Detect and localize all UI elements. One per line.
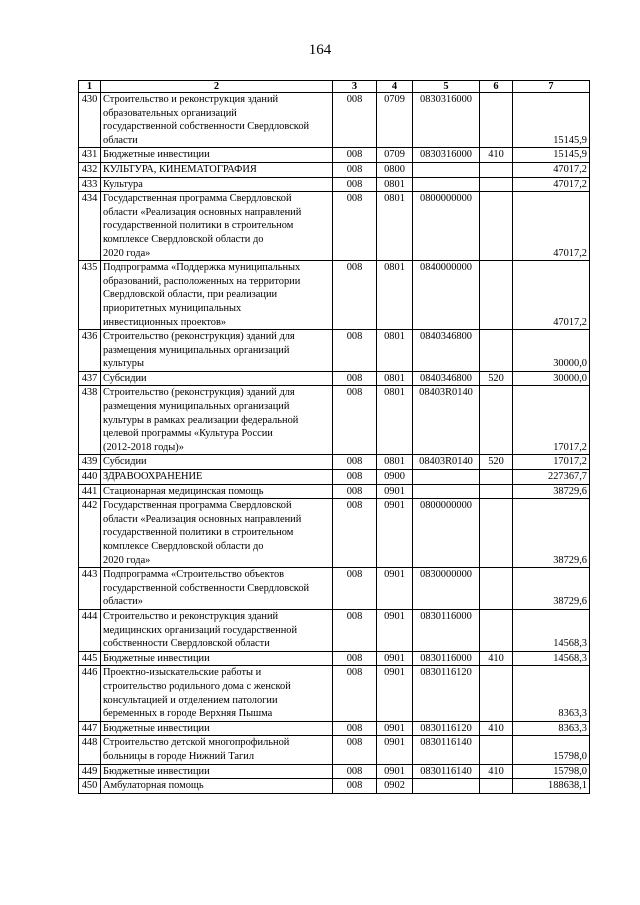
row-name-line: 2020 года»	[103, 247, 151, 259]
row-code-5: 0840000000	[413, 261, 480, 330]
row-amount: 8363,3	[513, 721, 590, 736]
row-number: 450	[79, 779, 101, 794]
row-name-line: Подпрограмма «Поддержка муниципальных	[103, 262, 301, 274]
row-code-4: 0901	[377, 666, 413, 721]
row-number: 442	[79, 499, 101, 568]
row-code-3: 008	[333, 470, 377, 485]
row-code-5: 0830116120	[413, 666, 480, 721]
row-code-4: 0801	[377, 261, 413, 330]
table-row	[79, 330, 590, 372]
row-number: 447	[79, 721, 101, 736]
row-code-3: 008	[333, 192, 377, 261]
row-code-3: 008	[333, 651, 377, 666]
row-name-line: КУЛЬТУРА, КИНЕМАТОГРАФИЯ	[103, 163, 257, 175]
row-name	[101, 93, 333, 148]
row-name-line: больницы в городе Нижний Тагил	[103, 750, 255, 762]
row-name	[101, 484, 333, 499]
row-amount: 8363,3	[513, 666, 590, 721]
row-number: 431	[79, 148, 101, 163]
row-code-3: 008	[333, 779, 377, 794]
table-header-row	[79, 81, 590, 93]
row-number: 449	[79, 764, 101, 779]
row-amount: 17017,2	[513, 455, 590, 470]
row-name	[101, 261, 333, 330]
row-name-line: Подпрограмма «Строительство объектов	[103, 569, 285, 581]
row-number: 437	[79, 371, 101, 386]
row-code-6	[480, 568, 513, 610]
row-name-line: государственной политики в строительном	[103, 527, 294, 539]
row-code-4: 0901	[377, 499, 413, 568]
row-code-4: 0901	[377, 484, 413, 499]
row-amount: 38729,6	[513, 568, 590, 610]
table-row	[79, 764, 590, 779]
row-code-6: 410	[480, 651, 513, 666]
row-code-3: 008	[333, 371, 377, 386]
row-code-6	[480, 484, 513, 499]
header-col-1: 1	[79, 81, 101, 93]
table-row	[79, 736, 590, 764]
row-amount: 14568,3	[513, 609, 590, 651]
row-code-6	[480, 261, 513, 330]
row-number: 435	[79, 261, 101, 330]
row-number: 445	[79, 651, 101, 666]
row-code-5	[413, 484, 480, 499]
row-name-line: государственной собственности Свердловской	[103, 121, 310, 133]
row-name-line: культуры в рамках реализации федеральной	[103, 414, 299, 426]
row-name-line: беременных в городе Верхняя Пышма	[103, 708, 273, 720]
row-code-4: 0709	[377, 148, 413, 163]
row-number: 444	[79, 609, 101, 651]
row-code-3: 008	[333, 721, 377, 736]
row-code-5	[413, 470, 480, 485]
row-number: 441	[79, 484, 101, 499]
header-col-5: 5	[413, 81, 480, 93]
row-number: 440	[79, 470, 101, 485]
row-name-line: размещения муниципальных организаций	[103, 401, 290, 413]
row-code-4: 0901	[377, 721, 413, 736]
table-row	[79, 651, 590, 666]
row-number: 438	[79, 386, 101, 455]
row-code-5: 0830000000	[413, 568, 480, 610]
row-code-5: 0840346800	[413, 330, 480, 372]
table-row	[79, 162, 590, 177]
row-number: 433	[79, 177, 101, 192]
row-code-6	[480, 192, 513, 261]
row-name	[101, 609, 333, 651]
row-amount: 30000,0	[513, 330, 590, 372]
row-name	[101, 666, 333, 721]
row-code-5: 0830116140	[413, 764, 480, 779]
table-row	[79, 371, 590, 386]
row-amount: 47017,2	[513, 261, 590, 330]
row-code-3: 008	[333, 609, 377, 651]
row-name-line: ЗДРАВООХРАНЕНИЕ	[103, 471, 203, 483]
row-code-5: 0830116000	[413, 651, 480, 666]
row-name-line: комплексе Свердловской области до	[103, 233, 264, 245]
row-name-line: Строительство (реконструкция) зданий для	[103, 331, 295, 343]
row-name	[101, 330, 333, 372]
row-code-5	[413, 162, 480, 177]
header-col-4: 4	[377, 81, 413, 93]
row-number: 446	[79, 666, 101, 721]
row-code-3: 008	[333, 386, 377, 455]
row-name	[101, 779, 333, 794]
row-code-4: 0901	[377, 764, 413, 779]
row-code-5: 08403R0140	[413, 455, 480, 470]
row-code-6: 410	[480, 764, 513, 779]
row-code-5: 0830116120	[413, 721, 480, 736]
row-name-line: государственной собственности Свердловской	[103, 582, 310, 594]
row-name-line: Культура	[103, 178, 143, 190]
table-row	[79, 470, 590, 485]
row-amount: 14568,3	[513, 651, 590, 666]
row-name-line: области»	[103, 596, 143, 608]
table-row	[79, 386, 590, 455]
row-amount: 15145,9	[513, 148, 590, 163]
row-name-line: 2020 года»	[103, 554, 151, 566]
row-number: 434	[79, 192, 101, 261]
table-row	[79, 779, 590, 794]
row-number: 448	[79, 736, 101, 764]
row-code-6: 520	[480, 371, 513, 386]
row-code-4: 0801	[377, 455, 413, 470]
table-row	[79, 568, 590, 610]
row-code-6	[480, 609, 513, 651]
row-code-5: 0830316000	[413, 93, 480, 148]
row-number: 439	[79, 455, 101, 470]
row-code-4: 0901	[377, 609, 413, 651]
row-code-6	[480, 386, 513, 455]
row-code-4: 0901	[377, 568, 413, 610]
row-code-5: 0830116140	[413, 736, 480, 764]
row-name-line: Стационарная медицинская помощь	[103, 485, 264, 497]
row-name-line: комплексе Свердловской области до	[103, 541, 264, 552]
row-code-6: 520	[480, 455, 513, 470]
row-code-6	[480, 93, 513, 148]
row-amount: 47017,2	[513, 162, 590, 177]
table-row	[79, 455, 590, 470]
row-name	[101, 568, 333, 610]
row-name	[101, 192, 333, 261]
row-name-line: образовательных организаций	[103, 107, 237, 119]
row-code-5	[413, 779, 480, 794]
row-name	[101, 148, 333, 163]
row-name	[101, 177, 333, 192]
row-code-3: 008	[333, 499, 377, 568]
row-name-line: Строительство (реконструкция) зданий для	[103, 387, 295, 399]
row-name-line: Государственная программа Свердловской	[103, 193, 292, 205]
row-name	[101, 470, 333, 485]
row-name	[101, 764, 333, 779]
row-name-line: Проектно-изыскательские работы и	[103, 667, 262, 679]
row-code-3: 008	[333, 736, 377, 764]
table-row	[79, 484, 590, 499]
row-name-line: размещения муниципальных организаций	[103, 344, 290, 356]
row-code-3: 008	[333, 568, 377, 610]
row-name-line: Свердловской области, при реализации	[103, 289, 278, 301]
row-code-3: 008	[333, 148, 377, 163]
row-code-5	[413, 177, 480, 192]
row-name	[101, 162, 333, 177]
header-col-6: 6	[480, 81, 513, 93]
row-name-line: Бюджетные инвестиции	[103, 652, 210, 664]
row-code-4: 0900	[377, 470, 413, 485]
budget-table	[78, 80, 590, 794]
row-code-4: 0801	[377, 386, 413, 455]
row-name-line: образований, расположенных на территории	[103, 275, 301, 287]
row-name-line: области	[103, 134, 138, 146]
row-name-line: строительство родильного дома с женской	[103, 680, 291, 692]
page-number: 164	[308, 42, 332, 58]
row-code-6: 410	[480, 148, 513, 163]
header-col-2: 2	[101, 81, 333, 93]
table-row	[79, 609, 590, 651]
header-col-3: 3	[333, 81, 377, 93]
row-amount: 17017,2	[513, 386, 590, 455]
row-code-4: 0801	[377, 330, 413, 372]
row-code-6	[480, 177, 513, 192]
row-name-line: Субсидии	[103, 372, 147, 384]
row-code-4: 0902	[377, 779, 413, 794]
row-code-6	[480, 330, 513, 372]
row-code-4: 0801	[377, 177, 413, 192]
row-name-line: Строительство и реконструкция зданий	[103, 94, 279, 105]
row-amount: 47017,2	[513, 177, 590, 192]
row-code-5: 0800000000	[413, 499, 480, 568]
row-amount: 38729,6	[513, 499, 590, 568]
row-code-5: 0800000000	[413, 192, 480, 261]
row-code-4: 0800	[377, 162, 413, 177]
row-code-5: 08403R0140	[413, 386, 480, 455]
row-name	[101, 371, 333, 386]
row-name-line: консультацией и отделением патологии	[103, 694, 278, 706]
row-code-3: 008	[333, 177, 377, 192]
row-amount: 15798,0	[513, 736, 590, 764]
row-code-3: 008	[333, 330, 377, 372]
row-code-6	[480, 736, 513, 764]
row-code-3: 008	[333, 261, 377, 330]
row-code-4: 0801	[377, 192, 413, 261]
row-name-line: Строительство детской многопрофильной	[103, 737, 290, 749]
row-name-line: Государственная программа Свердловской	[103, 500, 292, 512]
row-amount: 15798,0	[513, 764, 590, 779]
row-name-line: (2012-2018 годы)»	[103, 441, 184, 453]
table-row	[79, 261, 590, 330]
row-code-6	[480, 162, 513, 177]
row-name-line: области «Реализация основных направлений	[103, 206, 302, 218]
row-name-line: области «Реализация основных направлений	[103, 513, 302, 525]
row-name	[101, 386, 333, 455]
row-code-3: 008	[333, 764, 377, 779]
row-name-line: государственной политики в строительном	[103, 220, 294, 232]
table-row	[79, 499, 590, 568]
row-amount: 30000,0	[513, 371, 590, 386]
row-name-line: Субсидии	[103, 456, 147, 468]
row-number: 436	[79, 330, 101, 372]
row-code-3: 008	[333, 162, 377, 177]
row-code-5: 0830316000	[413, 148, 480, 163]
table-row	[79, 192, 590, 261]
table-row	[79, 177, 590, 192]
table-row	[79, 721, 590, 736]
row-name-line: культуры	[103, 358, 144, 370]
row-number: 432	[79, 162, 101, 177]
row-code-4: 0901	[377, 736, 413, 764]
row-code-3: 008	[333, 455, 377, 470]
row-name	[101, 499, 333, 568]
row-amount: 47017,2	[513, 192, 590, 261]
row-name-line: собственности Свердловской области	[103, 638, 270, 650]
row-code-6	[480, 666, 513, 721]
row-name-line: целевой программы «Культура России	[103, 428, 273, 440]
row-name-line: Амбулаторная помощь	[103, 780, 204, 792]
row-code-3: 008	[333, 484, 377, 499]
row-name-line: приоритетных муниципальных	[103, 302, 242, 314]
row-amount: 15145,9	[513, 93, 590, 148]
row-code-4: 0901	[377, 651, 413, 666]
row-code-6	[480, 470, 513, 485]
row-code-4: 0709	[377, 93, 413, 148]
row-code-6	[480, 499, 513, 568]
table-row	[79, 148, 590, 163]
row-name-line: Бюджетные инвестиции	[103, 722, 210, 734]
row-name-line: медицинских организаций государственной	[103, 624, 298, 636]
row-name-line: инвестиционных проектов»	[103, 316, 227, 328]
row-number: 430	[79, 93, 101, 148]
row-code-6	[480, 779, 513, 794]
row-name	[101, 455, 333, 470]
row-number: 443	[79, 568, 101, 610]
row-code-3: 008	[333, 666, 377, 721]
header-col-7: 7	[513, 81, 590, 93]
row-name-line: Бюджетные инвестиции	[103, 149, 210, 161]
row-name-line: Строительство и реконструкция зданий	[103, 610, 279, 622]
row-name-line: Бюджетные инвестиции	[103, 765, 210, 777]
row-amount: 38729,6	[513, 484, 590, 499]
row-amount: 188638,1	[513, 779, 590, 794]
row-code-5: 0840346800	[413, 371, 480, 386]
table-row	[79, 93, 590, 148]
table-body	[79, 93, 590, 794]
row-name	[101, 721, 333, 736]
row-code-6: 410	[480, 721, 513, 736]
row-code-4: 0801	[377, 371, 413, 386]
row-code-3: 008	[333, 93, 377, 148]
row-code-5: 0830116000	[413, 609, 480, 651]
row-name	[101, 736, 333, 764]
row-name	[101, 651, 333, 666]
table-row	[79, 666, 590, 721]
row-amount: 227367,7	[513, 470, 590, 485]
